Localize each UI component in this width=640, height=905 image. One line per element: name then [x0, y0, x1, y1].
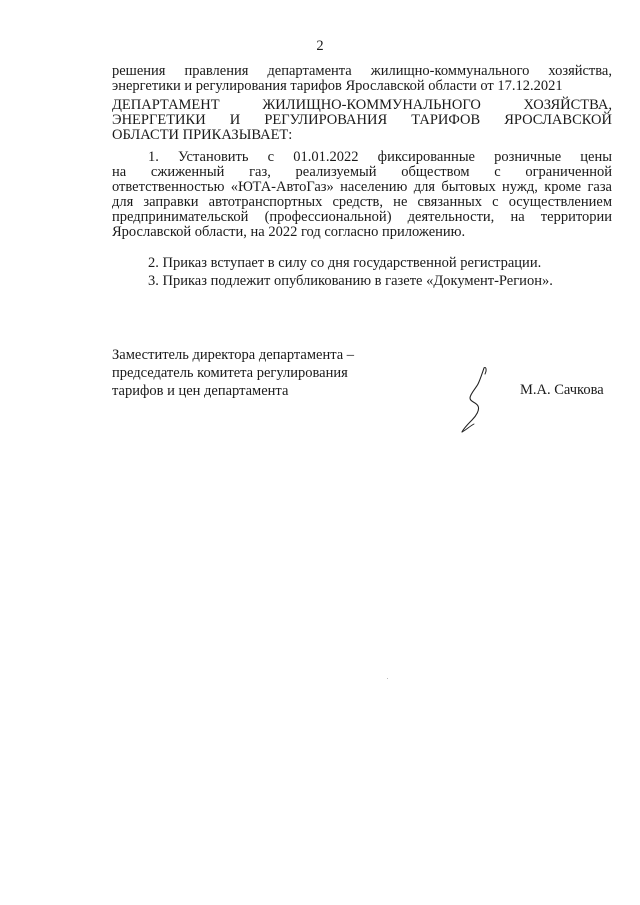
- item3-line: 3. Приказ подлежит опубликованию в газете «Документ-Регион».: [148, 273, 553, 289]
- page-number: 2: [316, 38, 324, 54]
- item1-line-1: 1. Установить с 01.01.2022 фиксированные розничные цены: [148, 149, 612, 165]
- order-item-3: [112, 274, 612, 289]
- order-heading: [112, 98, 612, 143]
- order-item-1: [112, 150, 612, 240]
- scan-speck: [387, 678, 388, 679]
- signatory-title-line-1: Заместитель директора департамента –: [112, 347, 355, 363]
- item1-line-4: для заправки автотранспортных средств, не связанных с осуществлением: [112, 194, 612, 210]
- order-item-2: [112, 256, 612, 271]
- item1-line-3: ответственностью «ЮТА-АвтоГаз» населению для бытовых нужд, кроме газа: [112, 179, 612, 195]
- intro-line-2: энергетики и регулирования тарифов Ярославской области от 17.12.2021: [112, 78, 563, 94]
- item2-line: 2. Приказ вступает в силу со дня государственной регистрации.: [148, 255, 542, 271]
- item1-line-5: предпринимательской (профессиональной) деятельности, на территории: [112, 209, 612, 225]
- signatory-title-line-2: председатель комитета регулирования: [112, 365, 348, 381]
- signatory-title-line-3: тарифов и цен департамента: [112, 383, 289, 399]
- intro-paragraph: [112, 64, 612, 94]
- item1-line-2: на сжиженный газ, реализуемый обществом с ограниченной: [112, 164, 612, 180]
- heading-line-3: ОБЛАСТИ ПРИКАЗЫВАЕТ:: [112, 127, 293, 143]
- heading-line-1: ДЕПАРТАМЕНТ ЖИЛИЩНО-КОММУНАЛЬНОГО ХОЗЯЙСТВА,: [112, 97, 612, 113]
- signatory-name: М.А. Сачкова: [520, 382, 604, 398]
- heading-line-2: ЭНЕРГЕТИКИ И РЕГУЛИРОВАНИЯ ТАРИФОВ ЯРОСЛАВСКОЙ: [112, 112, 612, 128]
- handwritten-signature: [456, 364, 500, 441]
- signatory-title: [112, 346, 354, 400]
- item1-line-6: Ярославской области, на 2022 год согласно приложению.: [112, 224, 466, 240]
- intro-line-1: решения правления департамента жилищно-коммунального хозяйства,: [112, 63, 612, 79]
